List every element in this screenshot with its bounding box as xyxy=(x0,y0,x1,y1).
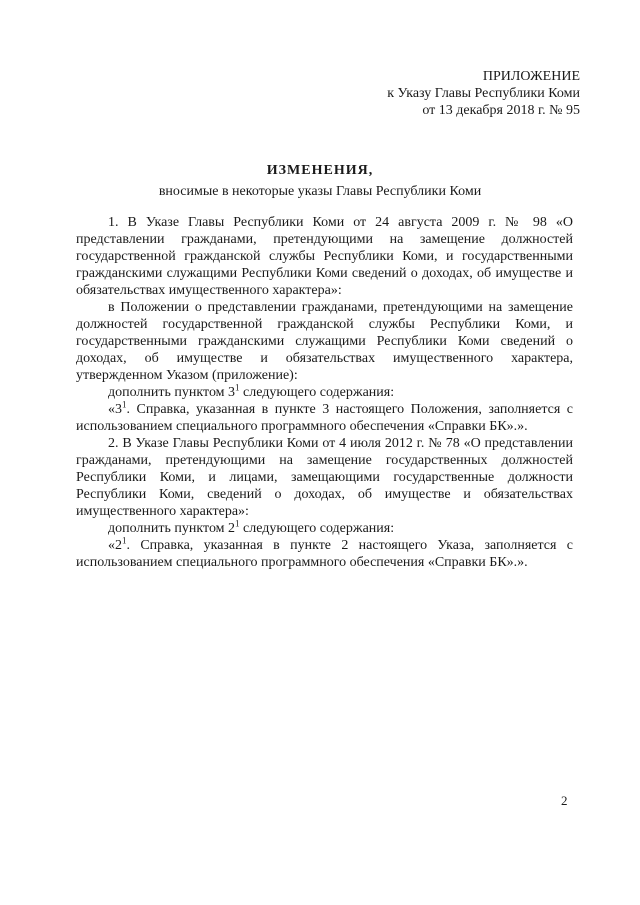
paragraph-1: 1. В Указе Главы Республики Коми от 24 августа 2009 г. № 98 «О представлении гражданами, претендующими на замещение должностей государственной гражданской службы Республики Коми, и государственными гражданскими служащими Республики Коми сведений о доходах, об имуществе и обязательствах имущественного характера»: xyxy=(76,215,573,298)
paragraph-6: дополнить пунктом $2^1$ следующего содержания: xyxy=(108,518,395,536)
document-title: ИЗМЕНЕНИЯ, xyxy=(266,163,374,178)
paragraph-4: «$3^1$. Справка, указанная в пункте 3 настоящего Положения, заполняется с использованием специального программного обеспечения «Справки БК».». xyxy=(76,399,573,434)
appendix-label: ПРИЛОЖЕНИЕ xyxy=(482,69,580,84)
appendix-decree-reference: к Указу Главы Республики Коми xyxy=(387,86,580,101)
appendix-decree-date: от 13 декабря 2018 г. № 95 xyxy=(422,103,580,118)
paragraph-5: 2. В Указе Главы Республики Коми от 4 июля 2012 г. № 78 «О представлении гражданами, претендующими на замещение государственных должностей Республики Коми, и лицами, замещающими государственные должности Республики Коми, сведений о доходах, об имуществе и обязательствах имущественного характера»: xyxy=(76,436,573,519)
paragraph-3: дополнить пунктом $3^1$ следующего содержания: xyxy=(108,382,395,400)
paragraph-7: «$2^1$. Справка, указанная в пункте 2 настоящего Указа, заполняется с использованием специального программного обеспечения «Справки БК».». xyxy=(76,535,573,570)
paragraph-2: в Положении о представлении гражданами, претендующими на замещение должностей государственной гражданской службы Республики Коми, и государственными гражданскими служащими Республики Коми сведений о доходах, об имуществе и обязательствах имущественного характера, утвержденном Указом (приложение): xyxy=(76,300,573,383)
page-number: 2 xyxy=(561,793,568,808)
document-subtitle: вносимые в некоторые указы Главы Республики Коми xyxy=(158,184,482,199)
appendix-header xyxy=(387,68,580,119)
document-body xyxy=(76,214,573,571)
